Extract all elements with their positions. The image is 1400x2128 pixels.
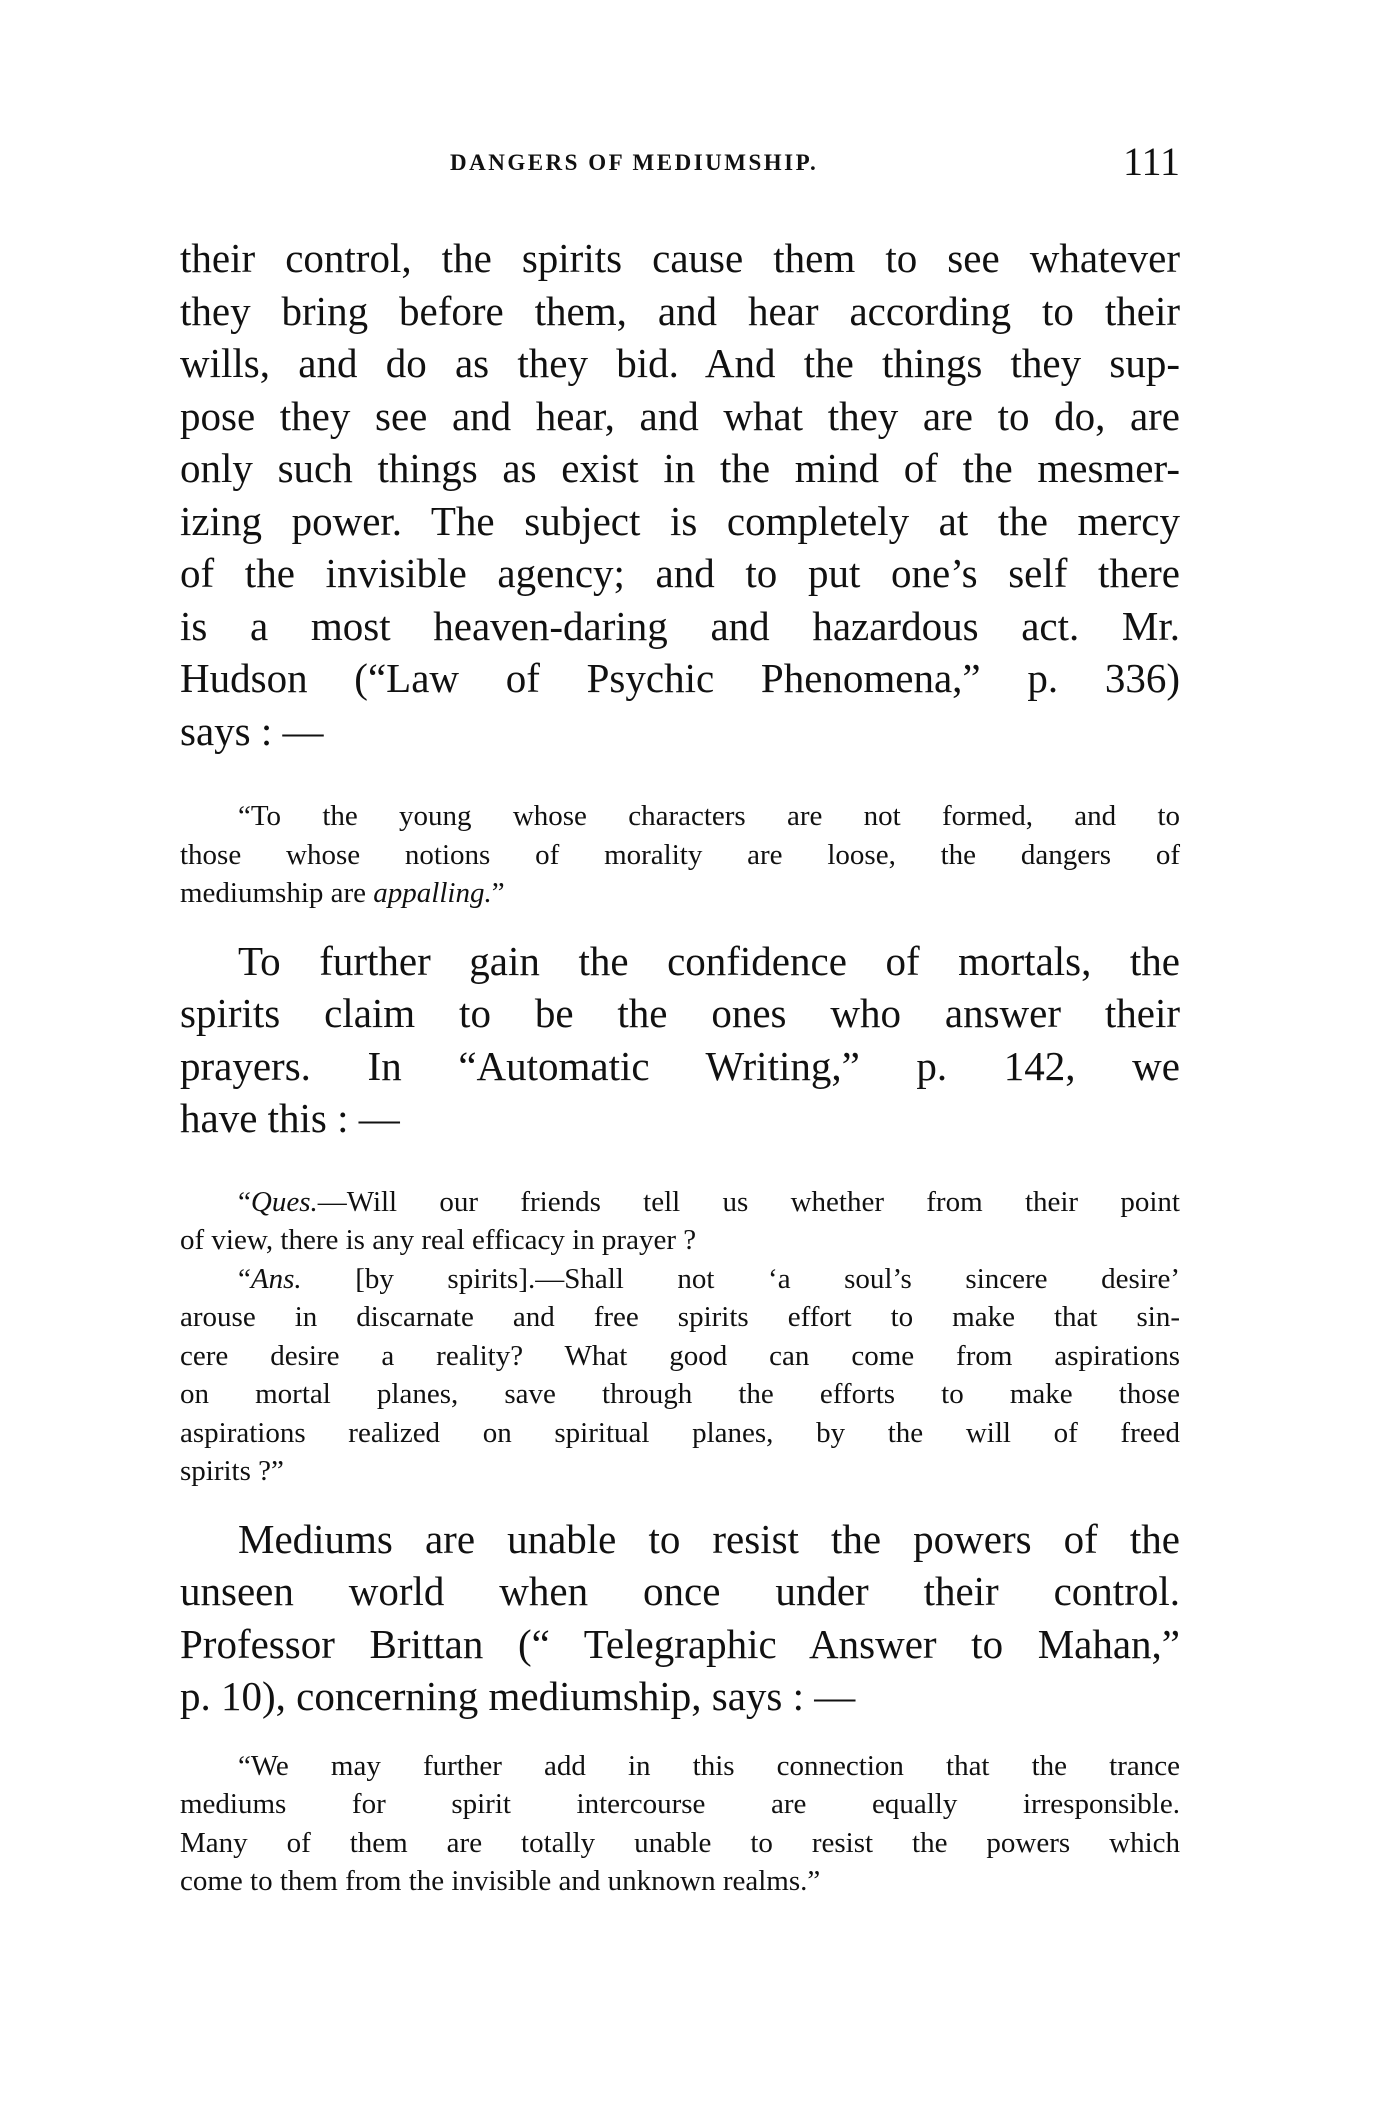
answer-line: arouse in discarnate and free spirits effort to make that sin- <box>180 1301 1180 1333</box>
quote-line: “We may further add in this connection that the trance <box>238 1749 1180 1782</box>
paragraph-line: have this : — <box>180 1095 400 1141</box>
quote-line: Many of them are totally unable to resist the powers which <box>180 1826 1180 1859</box>
answer-label: Ans. <box>250 1262 302 1295</box>
paragraph-line: unseen world when once under their control. <box>180 1568 1180 1614</box>
paragraph-line: only such things as exist in the mind of the mesmer- <box>180 445 1180 491</box>
answer-line: cere desire a reality? What good can come from aspirations <box>180 1339 1180 1372</box>
quote-line <box>180 874 1180 913</box>
quote-text: mediumship are <box>180 877 374 909</box>
quote-open: “ <box>238 1185 251 1218</box>
book-page <box>180 140 1180 1901</box>
paragraph-line: p. 10), concerning mediumship, says : — <box>180 1673 856 1719</box>
running-head <box>180 140 1180 190</box>
paragraph-line: says : — <box>180 707 324 754</box>
answer-line: on mortal planes, save through the efforts to make those <box>180 1378 1180 1410</box>
emphasis-text: appalling. <box>373 877 492 909</box>
block-quote-2 <box>180 1183 1180 1491</box>
paragraph-line: Mediums are unable to resist the powers of the <box>238 1515 1180 1562</box>
question-line: of view, there is any real efficacy in prayer ? <box>180 1224 697 1256</box>
paragraph-line: izing power. The subject is completely at the mercy <box>180 497 1180 544</box>
paragraph-line: wills, and do as they bid. And the things they sup- <box>180 340 1180 386</box>
quote-open: “ <box>238 1262 251 1295</box>
paragraph-line: they bring before them, and hear according to their <box>180 287 1180 334</box>
block-quote-3 <box>180 1747 1180 1901</box>
block-quote-1 <box>180 797 1180 913</box>
answer-line: aspirations realized on spiritual planes, by the will of freed <box>180 1416 1180 1449</box>
quote-text: [by spirits].—Shall not ‘a soul’s sincere desire’ <box>301 1262 1180 1295</box>
question-label: Ques. <box>250 1185 318 1218</box>
paragraph-line: their control, the spirits cause them to see whatever <box>180 235 1180 281</box>
quote-line: mediums for spirit intercourse are equally irresponsible. <box>180 1788 1180 1820</box>
paragraph-2 <box>180 935 1180 1145</box>
quote-line: those whose notions of morality are loose, the dangers of <box>180 838 1180 871</box>
quote-line: come to them from the invisible and unknown realms.” <box>180 1865 821 1897</box>
answer-line: spirits ?” <box>180 1455 284 1487</box>
page-number: 111 <box>1122 139 1180 184</box>
paragraph-line: prayers. In “Automatic Writing,” p. 142, we <box>180 1042 1180 1089</box>
paragraph-line: To further gain the confidence of mortals, the <box>238 937 1180 984</box>
paragraph-line: Professor Brittan (“ Telegraphic Answer to Mahan,” <box>180 1620 1180 1667</box>
running-title: DANGERS OF MEDIUMSHIP. <box>450 150 819 175</box>
paragraph-line: spirits claim to be the ones who answer their <box>180 990 1180 1036</box>
quote-line: “To the young whose characters are not formed, and to <box>238 800 1180 832</box>
paragraph-line: pose they see and hear, and what they are to do, are <box>180 392 1180 439</box>
question-line <box>180 1183 1180 1222</box>
quote-close: ” <box>491 877 505 909</box>
paragraph-line: of the invisible agency; and to put one’s self there <box>180 550 1180 596</box>
paragraph-1 <box>180 232 1180 757</box>
paragraph-line: Hudson (“Law of Psychic Phenomena,” p. 336) <box>180 655 1180 701</box>
answer-line <box>180 1260 1180 1299</box>
quote-text: —Will our friends tell us whether from their point <box>317 1185 1180 1218</box>
paragraph-line: is a most heaven-daring and hazardous act. Mr. <box>180 602 1180 649</box>
paragraph-3 <box>180 1513 1180 1723</box>
